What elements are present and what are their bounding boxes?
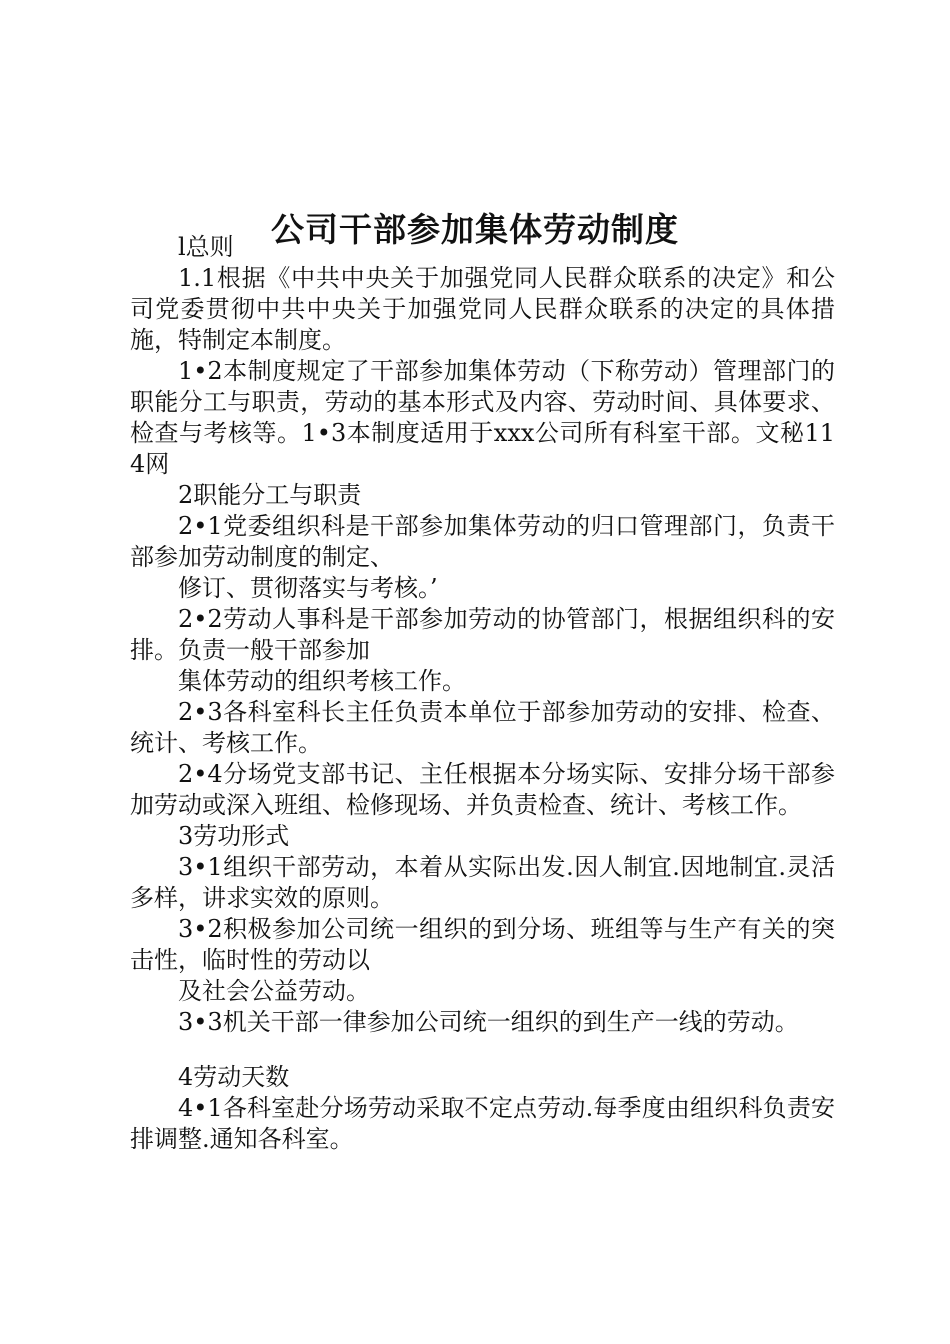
paragraph: 2•1党委组织科是干部参加集体劳动的归口管理部门，负责干部参加劳动制度的制定、 bbox=[130, 512, 835, 571]
document-title: 公司干部参加集体劳动制度 bbox=[271, 210, 679, 250]
paragraph: 3•3机关干部一律参加公司统一组织的到生产一线的劳动。 bbox=[178, 1008, 799, 1036]
paragraph: 3•2积极参加公司统一组织的到分场、班组等与生产有关的突击性，临时性的劳动以 bbox=[130, 915, 835, 974]
paragraph: l总则 bbox=[178, 233, 234, 261]
paragraph: 及社会公益劳动。 bbox=[178, 977, 370, 1005]
paragraph: 4劳动天数 bbox=[178, 1063, 290, 1091]
paragraph: 1•2本制度规定了干部参加集体劳动（下称劳动）管理部门的职能分工与职责，劳动的基本形式及内容、劳动时间、具体要求、检查与考核等。1•3本制度适用于xxx公司所有科室干部。文秘114网 bbox=[130, 357, 835, 478]
paragraph: 2•2劳动人事科是干部参加劳动的协管部门，根据组织科的安排。负责一般干部参加 bbox=[130, 605, 835, 664]
paragraph: 1.1根据《中共中央关于加强党同人民群众联系的决定》和公司党委贯彻中共中央关于加强党同人民群众联系的决定的具体措施，特制定本制度。 bbox=[130, 264, 835, 354]
paragraph: 2职能分工与职责 bbox=[178, 481, 362, 509]
paragraph: 集体劳动的组织考核工作。 bbox=[178, 667, 466, 695]
paragraph: 3•1组织干部劳动，本着从实际出发.因人制宜.因地制宜.灵活多样，讲求实效的原则。 bbox=[130, 853, 835, 912]
paragraph: 修订、贯彻落实与考核。’ bbox=[178, 574, 438, 602]
paragraph: 2•4分场党支部书记、主任根据本分场实际、安排分场干部参加劳动或深入班组、检修现场、并负责检查、统计、考核工作。 bbox=[130, 760, 835, 819]
document-body bbox=[130, 232, 835, 1155]
paragraph: 3劳功形式 bbox=[178, 822, 290, 850]
paragraph: 2•3各科室科长主任负责本单位于部参加劳动的安排、检查、统计、考核工作。 bbox=[130, 698, 835, 757]
paragraph: 4•1各科室赴分场劳动采取不定点劳动.每季度由组织科负责安排调整.通知各科室。 bbox=[130, 1094, 835, 1153]
